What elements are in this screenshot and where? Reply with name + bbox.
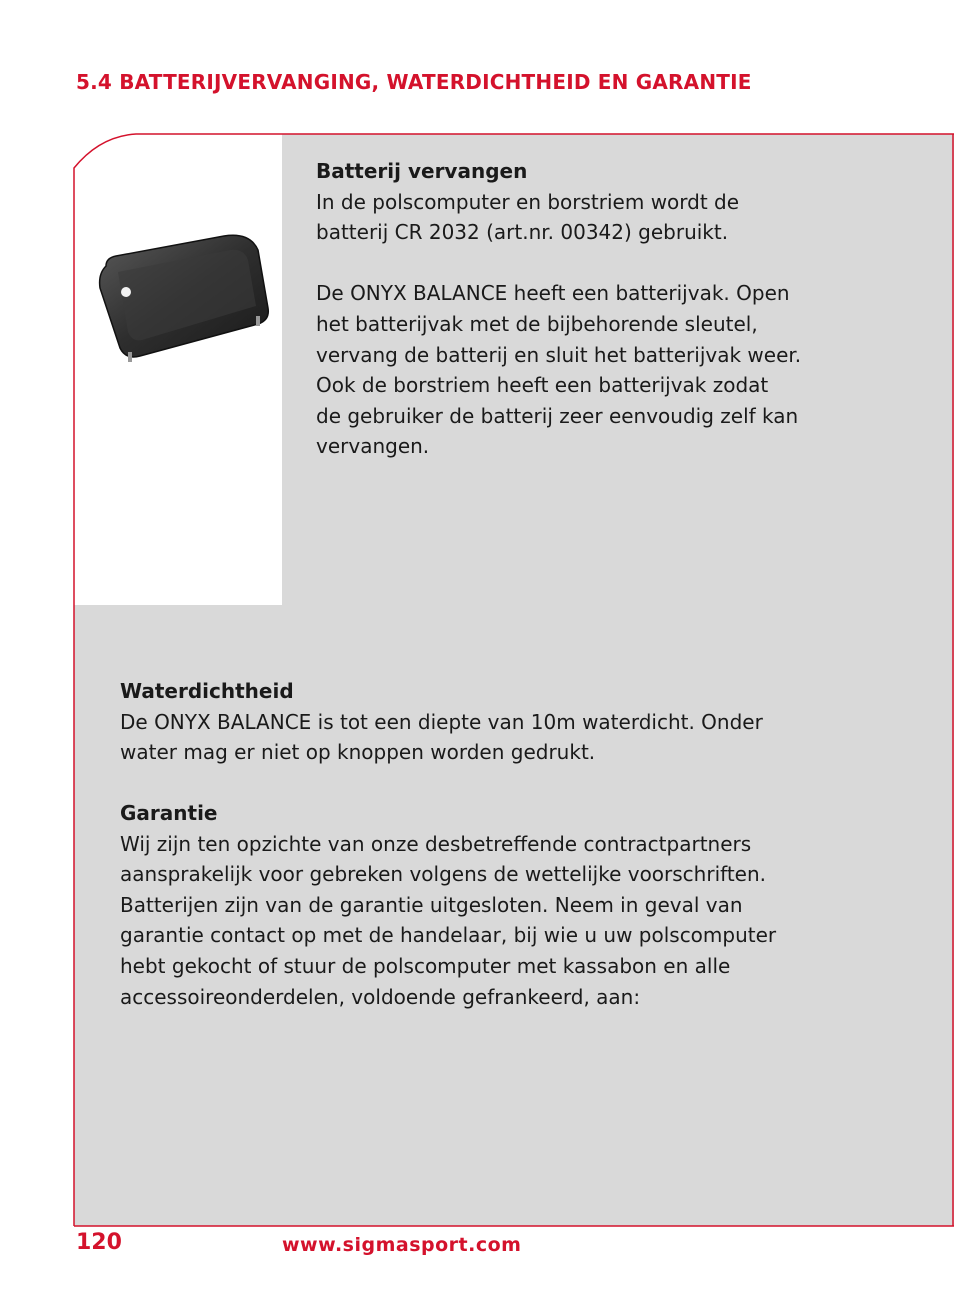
battery-body: In de polscomputer en borstriem wordt de batterij CR 2032 (art.nr. 00342) gebruikt. De ONYX BALANCE heeft een batterijvak. Open het batterijvak met de bijbehorende sleutel, vervang de batterij en sluit het batterijvak weer. Ook de borstriem heeft een batterijvak zodat de gebruiker de batterij zeer eenvoudig zelf kan vervangen. xyxy=(316,189,802,459)
water-heading: Waterdichtheid xyxy=(120,679,294,703)
warranty-body: Wij zijn ten opzichte van onze desbetreffende contractpartners aansprakelijk voor gebreken volgens de wettelijke voorschriften. Batterijen zijn van de garantie uitgesloten. Neem in geval van garantie contact op met de handelaar, bij wie u uw polscomputer hebt gekocht of stuur de polscomputer met kassabon en alle accessoireonderdelen, voldoende gefrankeerd, aan: xyxy=(120,831,777,1009)
section-title: 5.4 BATTERIJVERVANGING, WATERDICHTHEID EN GARANTIE xyxy=(76,70,752,94)
water-section xyxy=(120,676,840,768)
battery-section xyxy=(316,156,836,462)
water-body: De ONYX BALANCE is tot een diepte van 10m waterdicht. Onder water mag er niet op knoppen worden gedrukt. xyxy=(120,709,763,765)
warranty-heading: Garantie xyxy=(120,801,218,825)
warranty-section xyxy=(120,798,840,1012)
website-link[interactable]: www.sigmasport.com xyxy=(282,1234,522,1256)
battery-heading: Batterij vervangen xyxy=(316,159,528,183)
page-number: 120 xyxy=(76,1230,122,1255)
battery-cover-image xyxy=(92,228,272,368)
